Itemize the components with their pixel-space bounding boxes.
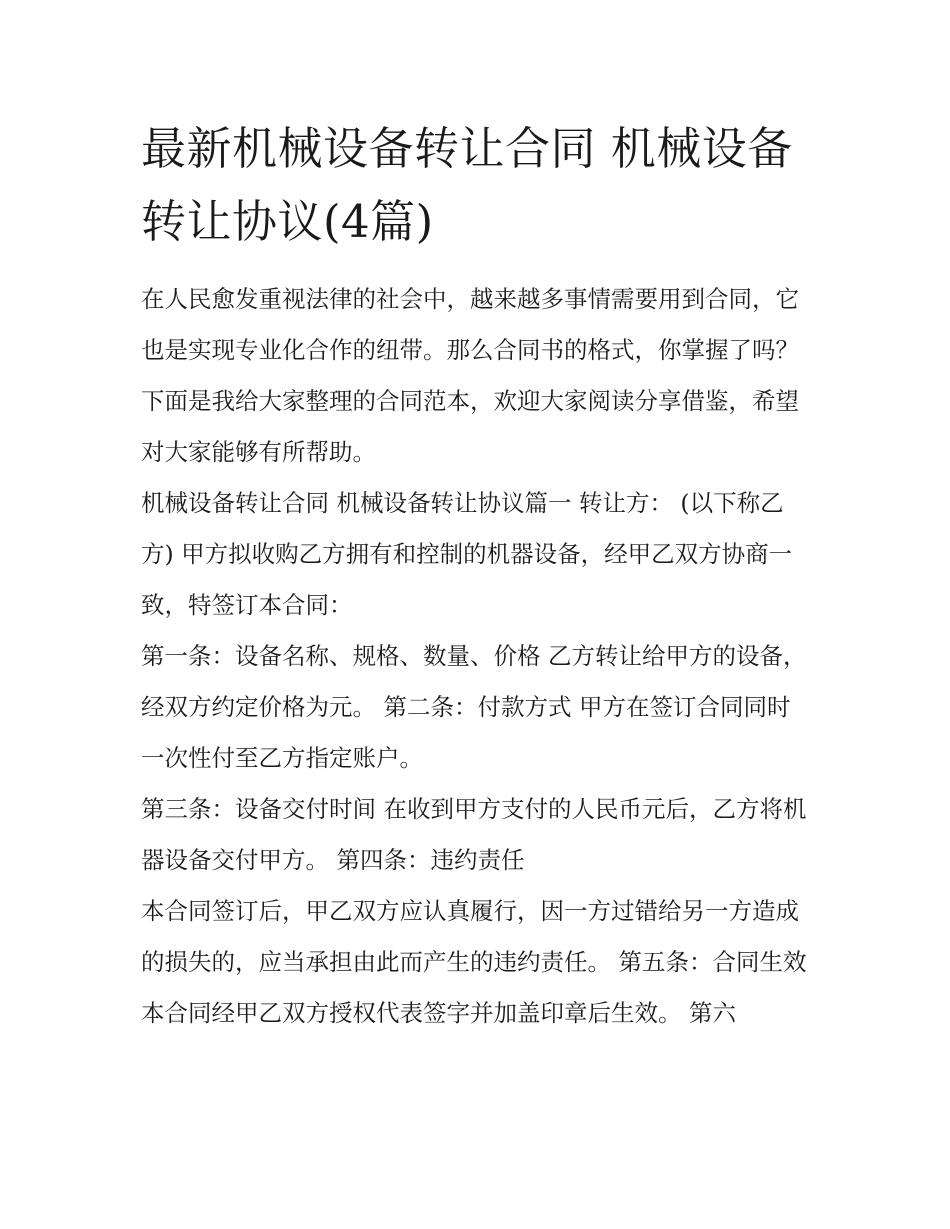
clause-paragraph: 第三条：设备交付时间 在收到甲方支付的人民币元后，乙方将机器设备交付甲方。 第四条：违约责任 bbox=[141, 795, 807, 874]
section-one-header-paragraph: 机械设备转让合同 机械设备转让协议篇一 转让方： (以下称乙方) 甲方拟收购乙方拥有和控制的机器设备，经甲乙双方协商一致，特签订本合同： bbox=[141, 489, 793, 619]
clause-paragraph: 本合同签订后，甲乙双方应认真履行，因一方过错给另一方造成的损失的，应当承担由此而产生的违约责任。 第五条：合同生效 bbox=[141, 897, 807, 976]
intro-paragraph: 在人民愈发重视法律的社会中，越来越多事情需要用到合同，它也是实现专业化合作的纽带。那么合同书的格式，你掌握了吗？下面是我给大家整理的合同范本，欢迎大家阅读分享借鉴，希望对大家能够有所帮助。 bbox=[141, 285, 799, 466]
clause-paragraph: 本合同经甲乙双方授权代表签字并加盖印章后生效。 第六 bbox=[141, 999, 736, 1027]
clause-paragraph: 第一条：设备名称、规格、数量、价格 乙方转让给甲方的设备，经双方约定价格为元。 第二条：付款方式 甲方在签订合同同时一次性付至乙方指定账户。 bbox=[141, 642, 807, 772]
document-body bbox=[141, 274, 811, 1039]
document-page bbox=[141, 112, 811, 1039]
document-title: 最新机械设备转让合同 机械设备转让协议(4篇) bbox=[141, 122, 793, 248]
